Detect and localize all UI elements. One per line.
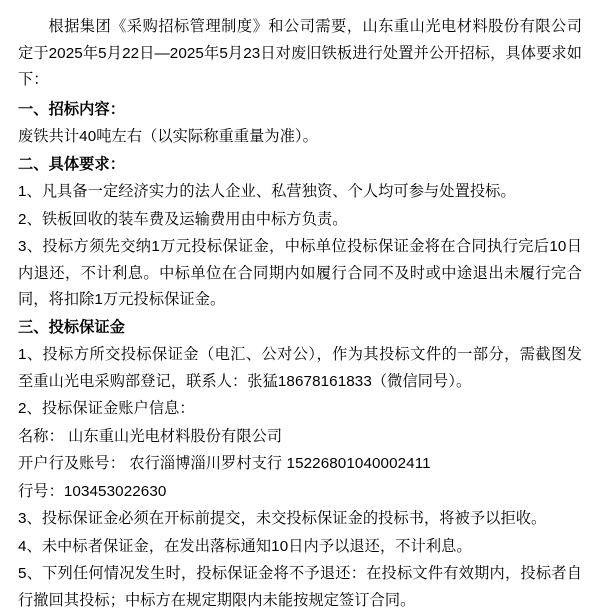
account-bank-line: 开户行及账号： 农行淄博淄川罗村支行 15226801040002411 xyxy=(18,455,431,472)
section-3-line-6: 3、投标保证金必须在开标前提交，未交投标保证金的投标书，将被予以拒收。 xyxy=(18,510,547,527)
section-2-line-1: 1、凡具备一定经济实力的法人企业、私营独资、个人均可参与处置投标。 xyxy=(18,183,516,200)
section-heading-2: 二、具体要求： xyxy=(18,155,126,173)
account-name-line: 名称： 山东重山光电材料股份有限公司 xyxy=(18,427,283,445)
section-3-line-8: 5、下列任何情况发生时，投标保证金将不予退还：在投标文件有效期内，投标者自行撤回其投标；中标方在规定期限内未能按规定签订合同。 xyxy=(18,565,582,609)
section-3-line-1: 1、投标方所交投标保证金（电汇、公对公），作为其投标文件的一部分，需截图发至重山光电采购部登记，联系人：张猛18678161833（微信同号）。 xyxy=(18,346,582,390)
account-bank-code-line: 行号：103453022630 xyxy=(18,482,167,500)
section-2-line-2: 2、铁板回收的装车费及运输费用由中标方负责。 xyxy=(18,210,348,228)
section-heading-3: 三、投标保证金 xyxy=(18,318,126,336)
section-3-line-7: 4、未中标者保证金，在发出落标通知10日内予以退还，不计利息。 xyxy=(18,537,472,555)
section-heading-1: 一、招标内容： xyxy=(18,100,126,118)
intro-paragraph: 根据集团《采购招标管理制度》和公司需要，山东重山光电材料股份有限公司定于2025年5月22日—2025年5月23日对废旧铁板进行处置并公开招标，具体要求如下： xyxy=(18,18,582,88)
section-1-line-1: 废铁共计40吨左右（以实际称重重量为准）。 xyxy=(18,128,318,145)
section-3-line-2: 2、投标保证金账户信息： xyxy=(18,400,195,417)
section-2-line-3: 3、投标方须先交纳1万元投标保证金，中标单位投标保证金将在合同执行完后10日内退还，不计利息。中标单位在合同期内如履行合同不及时或中途退出未履行完合同，将扣除1万元投标保证金。 xyxy=(18,238,582,308)
